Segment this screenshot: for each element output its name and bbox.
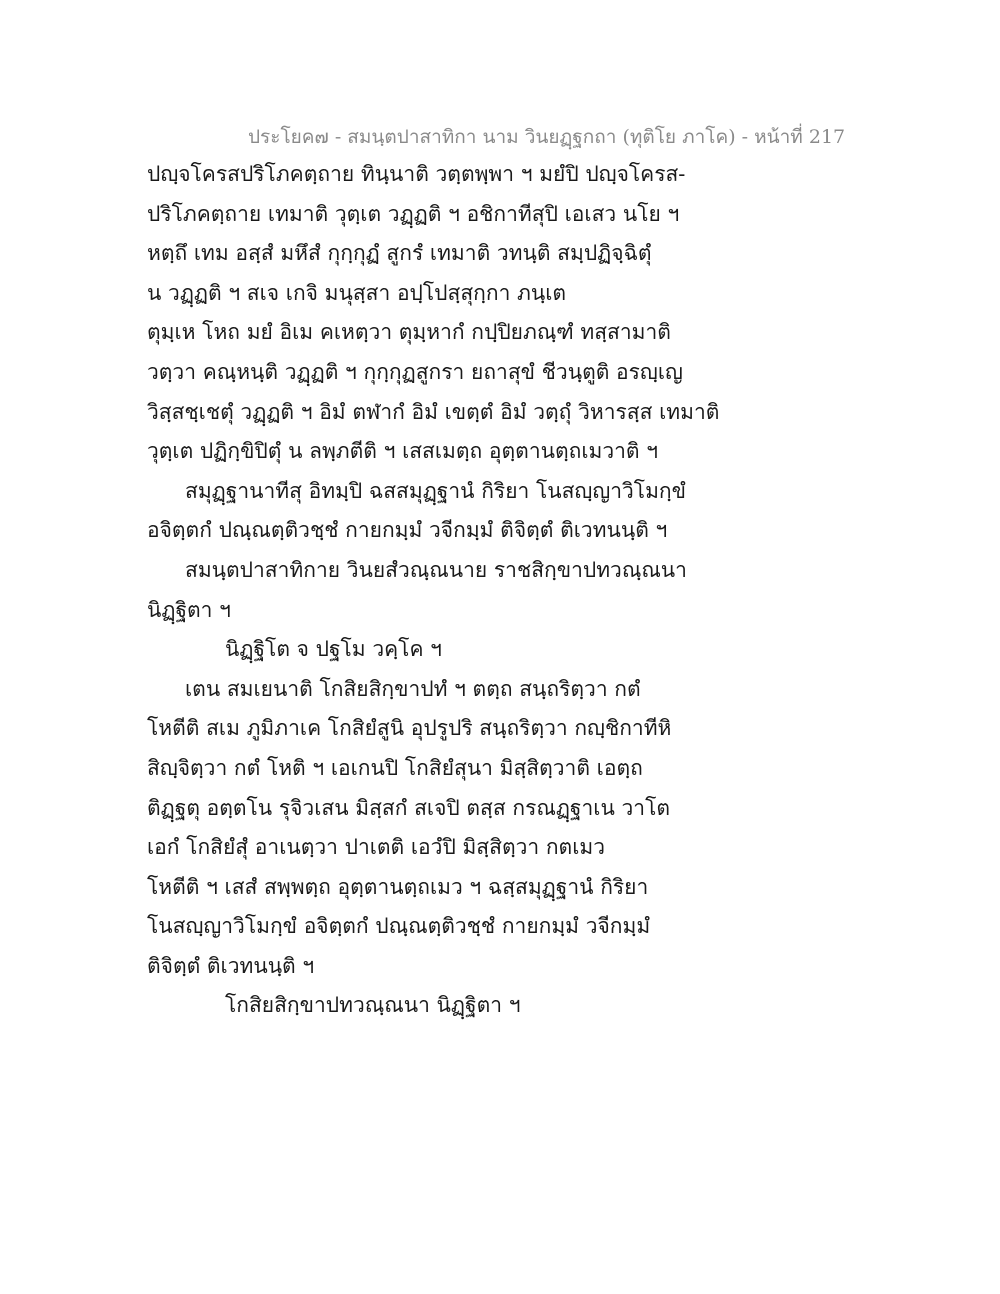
text-line: โนสญฺญาวิโมกฺขํ อจิตฺตกํ ปณฺณตฺติวชฺชํ กายกมฺมํ วจีกมฺมํ	[147, 914, 651, 939]
text-line: นิฏฺฐิตา ฯ	[147, 597, 231, 622]
text-line: น วฏฺฏติ ฯ สเจ เกจิ มนุสฺสา อปฺโปสฺสุกฺกา ภนฺเต	[147, 280, 567, 305]
text-line: โหตีติ สเม ภูมิภาเค โกสิยํสูนิ อุปรูปริ สนฺถริตฺวา กญฺชิกาทีหิ	[147, 716, 672, 741]
text-line: หตฺถึ เทม อสฺสํ มหึสํ กุกฺกุฏํ สูกรํ เทมาติ วทนฺติ สมฺปฏิจฺฉิตุํ	[147, 241, 652, 266]
text-line: ปญฺจโครสปริโภคตฺถาย ทินฺนาติ วตฺตพฺพา ฯ มยํปิ ปญฺจโครส-	[147, 162, 686, 186]
text-line: สมนฺตปาสาทิกาย วินยสํวณฺณนาย ราชสิกฺขาปทวณฺณนา	[185, 557, 687, 582]
text-line: โหตีติ ฯ เสสํ สพฺพตฺถ อุตฺตานตฺถเมว ฯ ฉสฺสมุฏฺฐานํ กิริยา	[147, 874, 649, 899]
text-line: ติฏฺฐตุ อตฺตโน รุจิวเสน มิสฺสกํ สเจปิ ตสฺส กรณฏฺฐาเน วาโต	[147, 795, 671, 820]
text-line: วตฺวา คณฺหนฺติ วฏฺฏติ ฯ กุกฺกุฏสูกรา ยถาสุขํ ชีวนฺตูติ อรญฺเญ	[147, 359, 683, 384]
text-line: สิญฺจิตฺวา กตํ โหติ ฯ เอเกนปิ โกสิยํสุนา มิสฺสิตฺวาติ เอตฺถ	[147, 755, 643, 780]
text-line: วิสฺสชฺเชตุํ วฏฺฏติ ฯ อิมํ ตฬากํ อิมํ เขตฺตํ อิมํ วตฺถุํ วิหารสฺส เทมาติ	[147, 399, 720, 424]
text-line: เตน สมเยนาติ โกสิยสิกฺขาปทํ ฯ ตตฺถ สนฺถริตฺวา กตํ	[185, 676, 641, 701]
text-line: เอกํ โกสิยํสุํ อาเนตฺวา ปาเตติ เอวํปิ มิสฺสิตฺวา กตเมว	[147, 835, 606, 860]
text-line: อจิตฺตกํ ปณฺณตฺติวชฺชํ กายกมฺมํ วจีกมฺมํ ติจิตฺตํ ติเวทนนฺติ ฯ	[147, 518, 668, 543]
text-line: สมุฏฺฐานาทีสุ อิทมฺปิ ฉสสมุฏฺฐานํ กิริยา โนสญฺญาวิโมกฺขํ	[185, 478, 686, 503]
text-line: ติจิตฺตํ ติเวทนนฺติ ฯ	[147, 953, 315, 978]
text-line: โกสิยสิกฺขาปทวณฺณนา นิฏฺฐิตา ฯ	[225, 993, 521, 1018]
text-line: นิฏฺฐิโต จ ปฐโม วคฺโค ฯ	[225, 637, 442, 662]
text-line: วุตฺเต ปฏิกฺขิปิตุํ น ลพฺภตีติ ฯ เสสเมตฺถ อุตฺตานตฺถเมวาติ ฯ	[147, 439, 659, 464]
running-header: ประโยค๗ - สมนฺตปาสาทิกา นาม วินยฏฺฐกถา (ทุติโย ภาโค) - หน้าที่ 217	[248, 126, 846, 148]
text-line: ปริโภคตฺถาย เทมาติ วุตฺเต วฏฺฏติ ฯ อชิกาทีสุปิ เอเสว นโย ฯ	[147, 201, 680, 226]
text-line: ตุมฺเห โหถ มยํ อิเม คเหตฺวา ตุมฺหากํ กปฺปิยภณฺฑํ ทสฺสามาติ	[147, 320, 671, 345]
page-body	[147, 155, 867, 1026]
